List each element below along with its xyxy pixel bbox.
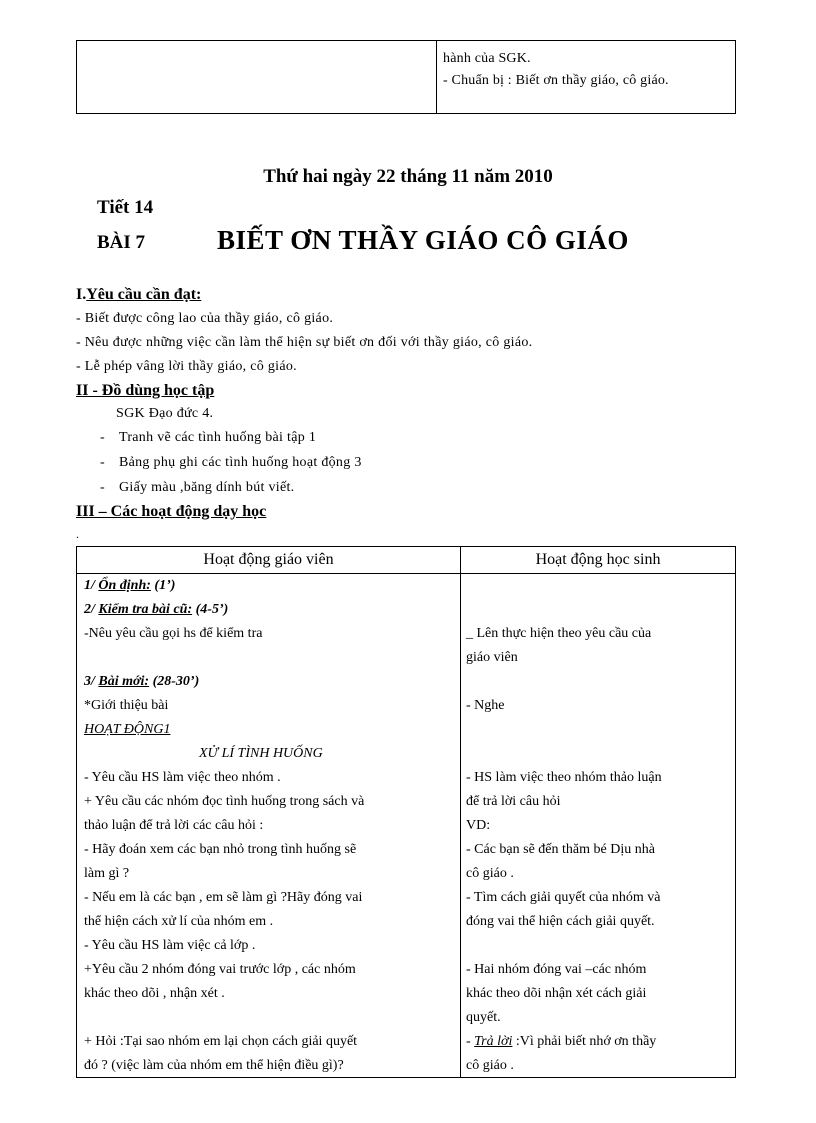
- lesson-date: Thứ hai ngày 22 tháng 11 năm 2010: [263, 166, 553, 187]
- table-line: _ Lên thực hiện theo yêu cầu của: [466, 626, 652, 641]
- table-line: cô giáo .: [466, 1058, 514, 1073]
- table-line: để trả lời câu hỏi: [466, 794, 561, 809]
- table-line: giáo viên: [466, 650, 518, 665]
- table-line: - Các bạn sẽ đến thăm bé Dịu nhà: [466, 842, 655, 857]
- table-line: khác theo dõi nhận xét cách giải: [466, 986, 647, 1001]
- table-line: quyết.: [466, 1010, 501, 1025]
- table-line: - HS làm việc theo nhóm thảo luận: [466, 770, 662, 785]
- materials-item: - Tranh vẽ các tình huống bài tập 1: [100, 430, 317, 445]
- table-line: khác theo dõi , nhận xét .: [84, 986, 225, 1001]
- lesson-number: BÀI 7: [97, 232, 146, 253]
- table-line: - Chuẩn bị : Biết ơn thầy giáo, cô giáo.: [443, 73, 669, 88]
- previous-lesson-table: [76, 40, 736, 114]
- table-line: đóng vai thể hiện cách giải quyết.: [466, 914, 655, 929]
- section-3-heading: III – Các hoạt động dạy học: [76, 503, 267, 520]
- table-line: VD:: [466, 818, 491, 833]
- table-line: [84, 1006, 456, 1030]
- table-line: [84, 646, 456, 670]
- objective-item: - Biết được công lao của thầy giáo, cô giáo.: [76, 311, 334, 326]
- materials-intro: SGK Đạo đức 4.: [116, 406, 214, 421]
- table-line: hành của SGK.: [443, 51, 531, 66]
- table-line: + Hỏi :Tại sao nhóm em lại chọn cách giải quyết: [84, 1034, 358, 1049]
- student-activities: [466, 574, 732, 1078]
- objective-item: - Lễ phép vâng lời thầy giáo, cô giáo.: [76, 359, 297, 374]
- section-2-heading: II - Đồ dùng học tập: [76, 382, 215, 399]
- section-1-heading: I.Yêu cầu cần đạt:: [76, 286, 202, 303]
- table-line: - Yêu cầu HS làm việc theo nhóm .: [84, 770, 281, 785]
- table-line: - Hãy đoán xem các bạn nhỏ trong tình huống sẽ: [84, 842, 357, 857]
- materials-item: - Giấy màu ,băng dính bút viết.: [100, 480, 295, 495]
- table-line: - Yêu cầu HS làm việc cả lớp .: [84, 938, 256, 953]
- table-line: thảo luận để trả lời các câu hỏi :: [84, 818, 264, 833]
- step-heading: 1/ Ổn định: (1’): [84, 578, 176, 593]
- objective-item: - Nêu được những việc cần làm thể hiện sự biết ơn đối với thầy giáo, cô giáo.: [76, 335, 533, 350]
- table-column-divider: [460, 547, 461, 1077]
- step-heading: 2/ Kiểm tra bài cũ: (4-5’): [84, 602, 229, 617]
- stray-dot: .: [76, 527, 80, 541]
- lesson-title: BIẾT ƠN THẦY GIÁO CÔ GIÁO: [217, 225, 629, 255]
- table-line: đó ? (việc làm của nhóm em thể hiện điều gì)?: [84, 1058, 344, 1073]
- table-line: - Nghe: [466, 698, 505, 713]
- table-column-divider: [436, 41, 437, 113]
- table-line: - Hai nhóm đóng vai –các nhóm: [466, 962, 647, 977]
- previous-lesson-right-cell: [443, 48, 669, 92]
- table-line: *Giới thiệu bài: [84, 698, 169, 713]
- table-line: -Nêu yêu cầu gọi hs để kiểm tra: [84, 626, 263, 641]
- table-line: làm gì ?: [84, 866, 130, 881]
- table-line: cô giáo .: [466, 866, 514, 881]
- activity-label: HOẠT ĐỘNG1: [84, 722, 171, 737]
- table-line: +Yêu cầu 2 nhóm đóng vai trước lớp , các nhóm: [84, 962, 356, 977]
- table-line: + Yêu cầu các nhóm đọc tình huống trong sách và: [84, 794, 365, 809]
- activity-title: XỬ LÍ TÌNH HUỐNG: [199, 746, 323, 761]
- activities-table: [76, 546, 736, 1078]
- materials-item: - Bảng phụ ghi các tình huống hoạt động 3: [100, 455, 362, 470]
- student-column-header: Hoạt động học sinh: [535, 551, 661, 568]
- table-line: thể hiện cách xử lí của nhóm em .: [84, 914, 274, 929]
- period-number: Tiết 14: [97, 197, 154, 218]
- table-line: - Nếu em là các bạn , em sẽ làm gì ?Hãy đóng vai: [84, 890, 363, 905]
- table-line: - Tìm cách giải quyết của nhóm và: [466, 890, 661, 905]
- teacher-activities: [84, 574, 456, 1078]
- teacher-column-header: Hoạt động giáo viên: [203, 551, 334, 568]
- step-heading: 3/ Bài mới: (28-30’): [84, 674, 200, 689]
- table-line: - Trả lời :Vì phải biết nhớ ơn thầy: [466, 1034, 657, 1049]
